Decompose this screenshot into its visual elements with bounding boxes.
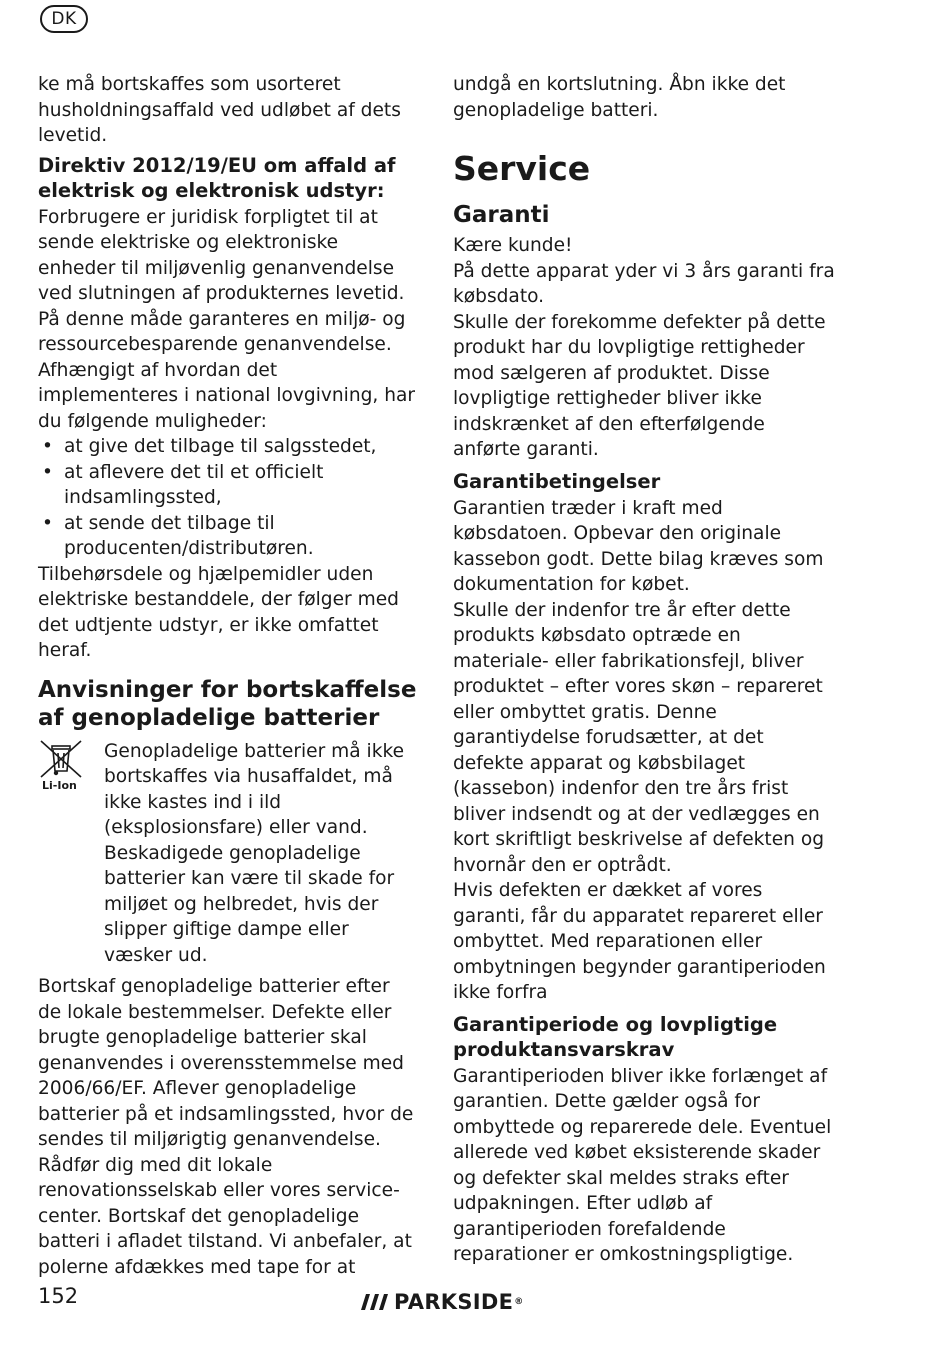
paragraph: Forbrugere er juridisk forpligtet til at sende elektriske og elektroniske enheder til miljøvenlig genanvendelse ved slutningen af produkternes levetid. På denne måde garanteres en miljø- og ressourcebesparende genanvendelse. (38, 206, 406, 355)
paragraph: Skulle der forekomme defekter på dette produkt har du lovpligtige rettigheder mod sælgeren af produktet. Disse lovpligtige rettigheder bliver ikke indskrænket af den efterfølgende anførte garanti. (453, 311, 826, 460)
battery-notice (38, 739, 418, 969)
brand-name: PARKSIDE (394, 1290, 514, 1314)
paragraph: På dette apparat yder vi 3 års garanti fra købsdato. (453, 260, 835, 307)
service-heading: Service (453, 149, 591, 188)
paragraph: Garantien træder i kraft med købsdatoen. Opbevar den originale kassebon godt. Dette bilag kræves som dokumentation for købet. (453, 497, 824, 595)
paragraph: Garantiperioden bliver ikke forlænget af garantien. Dette gælder også for ombyttede og reparerede dele. Eventuel allerede ved købet eksisterende skader og defekter skal meldes straks efter udpakningen. Efter udløb af garantiperioden forefaldende reparationer er omkostningspligtige. (453, 1065, 832, 1265)
paragraph: undgå en kortslutning. Åbn ikke det genopladelige batteri. (453, 74, 786, 121)
warranty-conditions-heading: Garantibetingelser (453, 469, 661, 493)
left-column (38, 72, 418, 1280)
page-number: 152 (38, 1284, 79, 1308)
crossed-bin-icon (38, 739, 84, 801)
options-list (38, 434, 418, 562)
right-column (453, 72, 838, 1268)
li-ion-label: Li-Ion (42, 778, 77, 792)
language-badge: DK (40, 5, 88, 33)
brand-logo (360, 1290, 524, 1314)
directive-heading: Direktiv 2012/19/EU om affald af elektrisk og elektronisk udstyr: (38, 153, 396, 202)
paragraph: Tilbehørsdele og hjælpemidler uden elektriske bestanddele, der følger med det udtjente udstyr, er ikke omfattet heraf. (38, 563, 399, 661)
battery-disposal-heading: Anvisninger for bortskaffelse af genopladelige batterier (38, 676, 417, 731)
brand-slashes-icon (360, 1292, 390, 1312)
paragraph: Genopladelige batterier må ikke bortskaffes via husaffaldet, må ikke kastes ind i ild (eksplosionsfare) eller vand. Beskadigede genopladelige batterier kan være til skade for miljøet og helbredet, hvis der slipper giftige dampe eller væsker ud. (104, 740, 405, 966)
greeting: Kære kunde! (453, 235, 573, 256)
registered-mark: ® (514, 1297, 524, 1307)
paragraph: Skulle der indenfor tre år efter dette produkts købsdato optræde en materiale- eller fabrikationsfejl, bliver produktet – efter vores skøn – repareret eller ombyttet gratis. Denne garantiydelse forudsætter, at det defekte apparat og købsbilaget (kassebon) indenfor den tre års frist bliver indsendt og at der vedlægges en kort skriftligt beskrivelse af defekten og hvornår den er optrådt. (453, 599, 825, 876)
list-item: • at sende det tilbage til producenten/distributøren. (38, 511, 418, 562)
paragraph: Bortskaf genopladelige batterier efter de lokale bestemmelser. Defekte eller brugte genopladelige batterier skal genanvendes i overensstemmelse med 2006/66/EF. Aflever genopladelige batterier på et indsamlingssted, hvor de sendes til miljørigtig genanvendelse. Rådfør dig med dit lokale renovationsselskab eller vores service-center. Bortskaf det genopladelige batteri i afladet tilstand. Vi anbefaler, at polerne afdækkes med tape for at (38, 976, 414, 1278)
paragraph: Hvis defekten er dækket af vores garanti, får du apparatet repareret eller ombyttet. Med reparationen eller ombytningen begynder garantiperioden ikke forfra (453, 880, 826, 1003)
warranty-period-heading: Garantiperiode og lovpligtige produktansvarskrav (453, 1012, 778, 1061)
paragraph: Afhængigt af hvordan det implementeres i national lovgivning, har du følgende muligheder: (38, 359, 416, 432)
list-item: • at aflevere det til et officielt indsamlingssted, (38, 460, 418, 511)
warranty-heading: Garanti (453, 202, 550, 228)
paragraph: ke må bortskaffes som usorteret husholdningsaffald ved udløbet af dets levetid. (38, 74, 401, 146)
list-item: • at give det tilbage til salgsstedet, (38, 434, 418, 460)
